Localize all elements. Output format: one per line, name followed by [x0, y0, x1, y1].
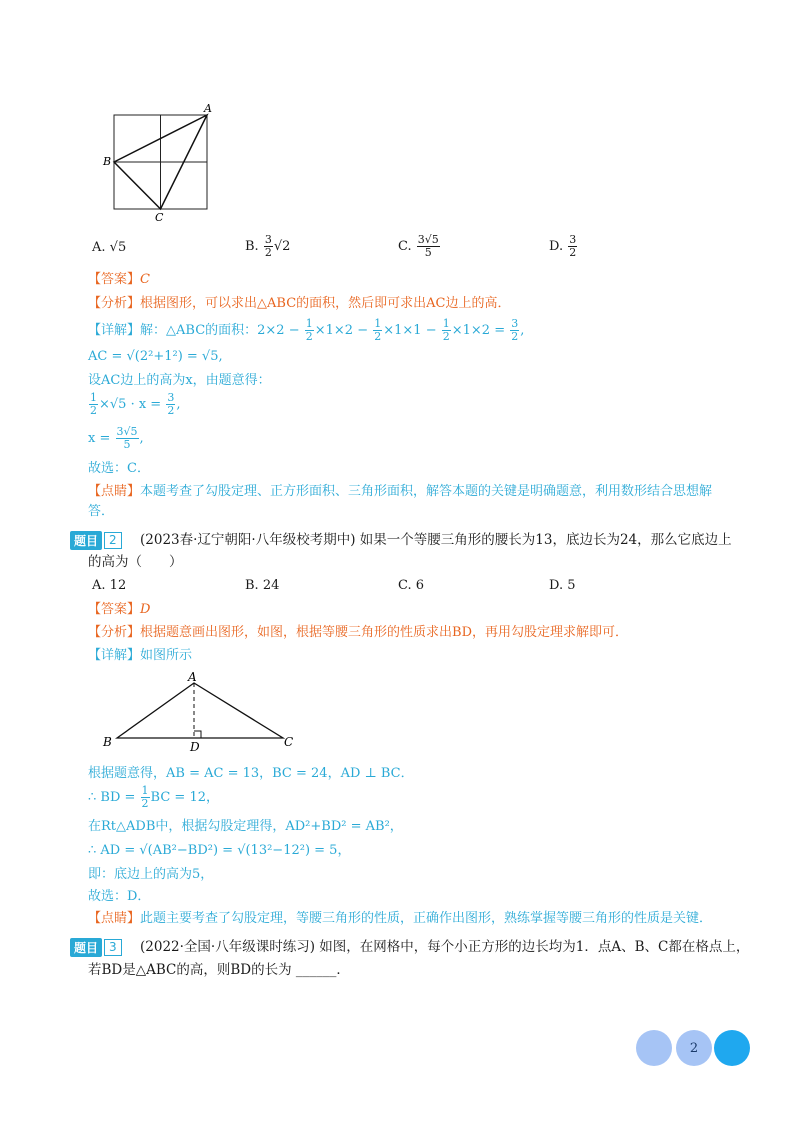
page-number-badge — [636, 1030, 752, 1066]
q1-comment-line-2: 答． — [88, 504, 115, 519]
q3-stem-line-2: 若BD是△ABC的高，则BD的长为 ______． — [88, 962, 350, 978]
q1-analysis: 【分析】根据图形，可以求出△ABC的面积，然后即可求出AC边上的高． — [88, 296, 511, 311]
q3-badge: 题目 3 — [70, 938, 122, 956]
q2-label-b: B — [103, 735, 112, 749]
q1-label-c: C — [155, 211, 164, 224]
q2-option-b: B. 24 — [245, 578, 280, 593]
q2-label-c: C — [284, 735, 294, 749]
q2-detail-line-2: 根据题意得，AB = AC = 13，BC = 24，AD ⊥ BC． — [88, 766, 414, 781]
q1-comment-line-1: 【点睛】本题考查了勾股定理、正方形面积、三角形面积，解答本题的关键是明确题意，利用数形结合思想解 — [88, 484, 713, 499]
q2-comment: 【点睛】此题主要考查了勾股定理，等腰三角形的性质，正确作出图形，熟练掌握等腰三角形的性质是关键． — [88, 911, 713, 926]
q2-detail-line-3: ∴ BD = $\frac{1}{2}$ BC = 12， — [88, 784, 219, 810]
q1-detail-line-3: 设AC边上的高为x，由题意得： — [88, 373, 271, 388]
q2-badge: 题目 2 — [70, 531, 122, 549]
q1-detail-line-2: AC = √(2²+1²) = √5, — [88, 349, 223, 364]
q1-option-b: B. $\frac{3}{2}$ √2 — [245, 233, 291, 259]
q2-label-d: D — [190, 740, 200, 754]
q2-triangle-figure — [100, 670, 310, 755]
q1-label-b: B — [103, 155, 112, 168]
q2-option-a: A. 12 — [92, 578, 127, 593]
q2-label-a: A — [188, 670, 197, 684]
pager-dot-right — [714, 1030, 750, 1066]
q2-detail-line-6: 即：底边上的高为5， — [88, 867, 214, 882]
q1-detail-line-4: $\frac{1}{2}$ ×√5 · x = $\frac{3}{2}$ , — [90, 391, 181, 417]
q2-answer: 【答案】D — [88, 602, 151, 617]
q1-option-a: A. √5 — [92, 240, 127, 255]
q1-option-d: D. $\frac{3}{2}$ — [549, 233, 577, 259]
q1-detail-line-5: x = $\frac{3√5}{5}$ , — [88, 425, 144, 451]
q1-grid-figure — [100, 100, 220, 225]
q1-detail-line-6: 故选：C． — [88, 461, 150, 476]
q2-stem-line-2: 的高为（ ） — [88, 554, 183, 570]
q2-detail-line-1: 【详解】如图所示 — [88, 648, 193, 663]
q2-option-c: C. 6 — [398, 578, 425, 593]
q2-stem-line-1: (2023春·辽宁朝阳·八年级校考期中) 如果一个等腰三角形的腰长为13，底边长为24，那么它底边上 — [140, 532, 732, 548]
q2-detail-line-5: ∴ AD = √(AB²−BD²) = √(13²−12²) = 5， — [88, 843, 351, 858]
q2-option-d: D. 5 — [549, 578, 576, 593]
q3-stem-line-1: (2022·全国·八年级课时练习) 如图，在网格中，每个小正方形的边长均为1．点A、B、C都在格点上， — [140, 939, 750, 955]
q1-label-a: A — [204, 102, 212, 115]
q2-detail-line-7: 故选：D． — [88, 889, 151, 904]
q1-option-c: C. $\frac{3√5}{5}$ — [398, 233, 439, 259]
q2-analysis: 【分析】根据题意画出图形，如图，根据等腰三角形的性质求出BD，再用勾股定理求解即可． — [88, 625, 628, 640]
page-number: 2 — [676, 1030, 712, 1066]
q1-detail-line-1: 【详解】解：△ABC的面积：2×2 − $\frac{1}{2}$ ×1×2 − $\frac{1}{2}$ ×1×1 − $\frac{1}{2}$ ×1×2 = $\frac{3}{2}$ , — [88, 317, 525, 343]
q1-answer: 【答案】C — [88, 272, 150, 287]
q2-detail-line-4: 在Rt△ADB中，根据勾股定理得，AD²+BD² = AB²， — [88, 819, 403, 834]
pager-dot-left — [636, 1030, 672, 1066]
